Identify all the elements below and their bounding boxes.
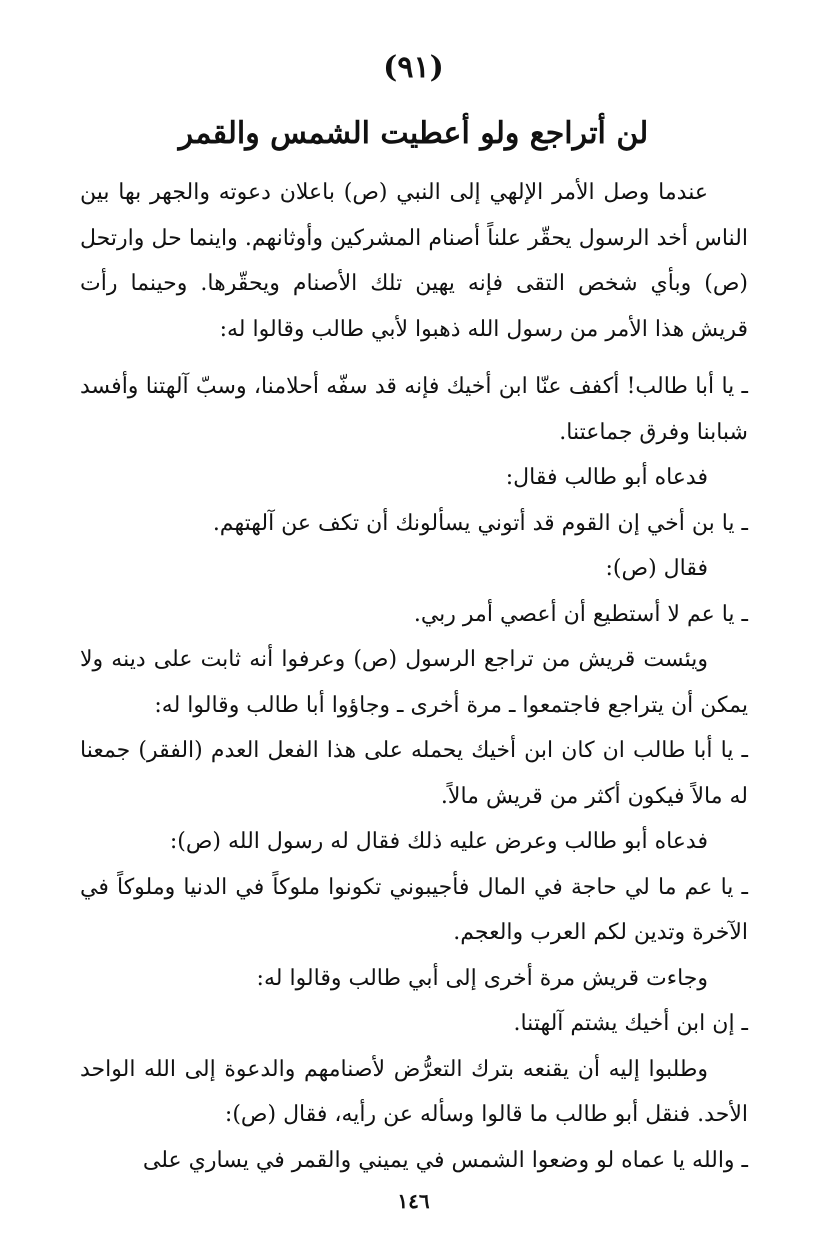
paragraph-dialogue: ـ يا أبا طالب ان كان ابن أخيك يحمله على هذا الفعل العدم (الفقر) جمعنا له مالاً فيكون أكثر من قريش مالاً. — [80, 738, 748, 809]
paragraph-narration: فدعاه أبو طالب وعرض عليه ذلك فقال له رسول الله (ص): — [169, 829, 708, 854]
story-number: (٩١) — [383, 50, 444, 85]
paragraph-dialogue: ـ إن ابن أخيك يشتم آلهتنا. — [513, 1011, 748, 1036]
paragraph-dialogue: ـ يا عم لا أستطيع أن أعصي أمر ربي. — [413, 601, 748, 627]
paragraph-intro: عندما وصل الأمر الإلهي إلى النبي (ص) باعلان دعوته والجهر بها بين الناس أخد الرسول يحقّر علناً أصنام المشركين وأوثانهم. واينما حل وارتحل (ص) وبأي شخص التقى فإنه يهين تلك الأصنام ويحقّرها. وحينما رأت قريش هذا الأمر من رسول الله ذهبوا لأبي طالب وقالوا له: — [80, 180, 748, 342]
paragraph-narration: فدعاه أبو طالب فقال: — [505, 465, 708, 490]
paragraph-dialogue: ـ والله يا عماه لو وضعوا الشمس في يميني والقمر في يساري على — [142, 1147, 748, 1173]
paragraph-narration: وجاءت قريش مرة أخرى إلى أبي طالب وقالوا له: — [256, 965, 708, 991]
paragraph-dialogue: ـ يا بن أخي إن القوم قد أتوني يسألونك أن تكف عن آلهتهم. — [212, 510, 748, 536]
story-title: لن أتراجع ولو أعطيت الشمس والقمر — [178, 116, 649, 151]
paragraph-narration: وطلبوا إليه أن يقنعه بترك التعرُّض لأصنامهم والدعوة إلى الله الواحد الأحد. فنقل أبو طالب ما قالوا وسأله عن رأيه، فقال (ص): — [80, 1056, 748, 1127]
paragraph-dialogue: ـ يا عم ما لي حاجة في المال فأجيبوني تكونوا ملوكاً في الدنيا وملوكاً في الآخرة وتدين لكم العرب والعجم. — [80, 874, 748, 945]
paragraph-narration: ويئست قريش من تراجع الرسول (ص) وعرفوا أنه ثابت على دينه ولا يمكن أن يتراجع فاجتمعوا ـ مرة أخرى ـ وجاؤوا أبا طالب وقالوا له: — [80, 647, 748, 718]
body-text — [80, 170, 748, 1183]
page-number: ١٤٦ — [397, 1189, 430, 1213]
paragraph-narration: فقال (ص): — [605, 556, 708, 581]
paragraph-dialogue: ـ يا أبا طالب! أكفف عنّا ابن أخيك فإنه قد سفّه أحلامنا، وسبّ آلهتنا وأفسد شبابنا وفرق جماعتنا. — [80, 374, 748, 445]
